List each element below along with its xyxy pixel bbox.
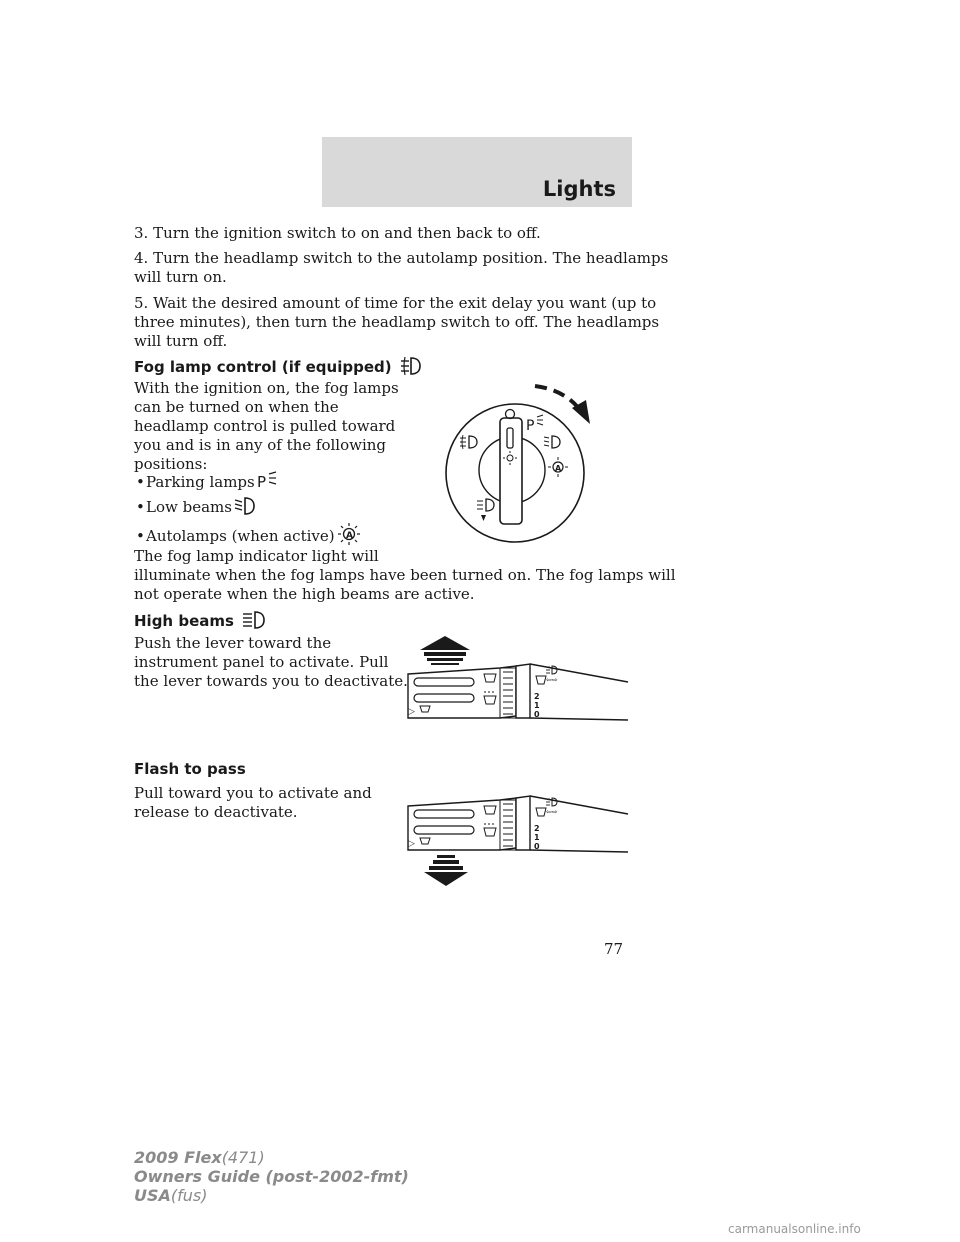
high-beam-icon (241, 610, 267, 635)
step-5-line1: 5. Wait the desired amount of time for the exit delay you want (up to (134, 294, 657, 312)
lever-label-2: 2 (534, 692, 540, 701)
lever2-label-2: 2 (534, 824, 540, 833)
high-beams-heading-text: High beams (134, 612, 234, 630)
bullet-parking-lamps: •Parking lamps P (136, 471, 278, 496)
svg-text:P: P (256, 473, 266, 491)
fog-outro-line1: The fog lamp indicator light will (134, 547, 379, 565)
footer-market-code: (fus) (170, 1186, 208, 1205)
headlamp-dial-figure (440, 378, 610, 548)
page-number: 77 (604, 940, 624, 958)
watermark: carmanualsonline.info (728, 1222, 861, 1236)
footer-model: 2009 Flex (134, 1148, 222, 1167)
flash-line2: release to deactivate. (134, 803, 298, 821)
fog-outro-line2: illuminate when the fog lamps have been turned on. The fog lamps will (134, 566, 676, 584)
step-4-line2: will turn on. (134, 268, 227, 286)
lever2-label-0: 0 (534, 842, 540, 851)
fog-outro-line3: not operate when the high beams are active. (134, 585, 475, 603)
bullet-autolamps-text: Autolamps (when active) (146, 527, 335, 545)
footer-code: (471) (221, 1148, 265, 1167)
lever2-label-1: 1 (534, 833, 540, 842)
autolamp-icon (336, 521, 362, 550)
dial-label-p: P (526, 418, 535, 434)
step-4-line1: 4. Turn the headlamp switch to the autolamp position. The headlamps (134, 249, 669, 267)
flash-line1: Pull toward you to activate and (134, 784, 372, 802)
step-3: 3. Turn the ignition switch to on and then back to off. (134, 224, 541, 242)
fog-intro-line1: With the ignition on, the fog lamps (134, 379, 399, 397)
svg-text:▷: ▷ (408, 839, 415, 849)
low-beam-icon (233, 496, 257, 521)
flash-to-pass-heading: Flash to pass (134, 760, 246, 778)
step-5-line2: three minutes), then turn the headlamp switch to off. The headlamps (134, 313, 660, 331)
fog-intro-line3: headlamp control is pulled toward (134, 417, 396, 435)
footer-guide: Owners Guide (post-2002-fmt) (134, 1167, 409, 1186)
high-beams-heading (134, 610, 267, 635)
bullet-autolamps: •Autolamps (when active) A (136, 521, 362, 550)
fog-intro-line4: you and is in any of the following (134, 436, 387, 454)
lever-pull-figure (400, 784, 632, 894)
bullet-low-beams: •Low beams (136, 496, 257, 521)
svg-text:A: A (345, 531, 353, 541)
high-beams-line3: the lever towards you to deactivate. (134, 672, 408, 690)
document-footer (134, 1148, 409, 1205)
high-beams-line2: instrument panel to activate. Pull (134, 653, 389, 671)
svg-text:⇦⇨: ⇦⇨ (546, 808, 558, 816)
bullet-parking-lamps-text: Parking lamps (146, 473, 255, 491)
fog-intro-line5: positions: (134, 455, 208, 473)
footer-market: USA (134, 1186, 171, 1205)
svg-text:▷: ▷ (408, 707, 415, 717)
fog-intro-line2: can be turned on when the (134, 398, 339, 416)
svg-text:⇦⇨: ⇦⇨ (546, 676, 558, 684)
step-5-line3: will turn off. (134, 332, 228, 350)
section-header-band (322, 137, 632, 207)
high-beams-line1: Push the lever toward the (134, 634, 332, 652)
lever-label-0: 0 (534, 710, 540, 719)
lever-push-figure (400, 634, 632, 724)
fog-lamp-heading-text: Fog lamp control (if equipped) (134, 358, 392, 376)
dial-label-a: A (555, 464, 562, 473)
fog-lamp-icon (399, 356, 423, 381)
bullet-low-beams-text: Low beams (146, 498, 232, 516)
lever-label-1: 1 (534, 701, 540, 710)
parking-lamp-icon (256, 471, 278, 496)
fog-lamp-heading (134, 356, 423, 381)
section-title: Lights (542, 177, 616, 201)
